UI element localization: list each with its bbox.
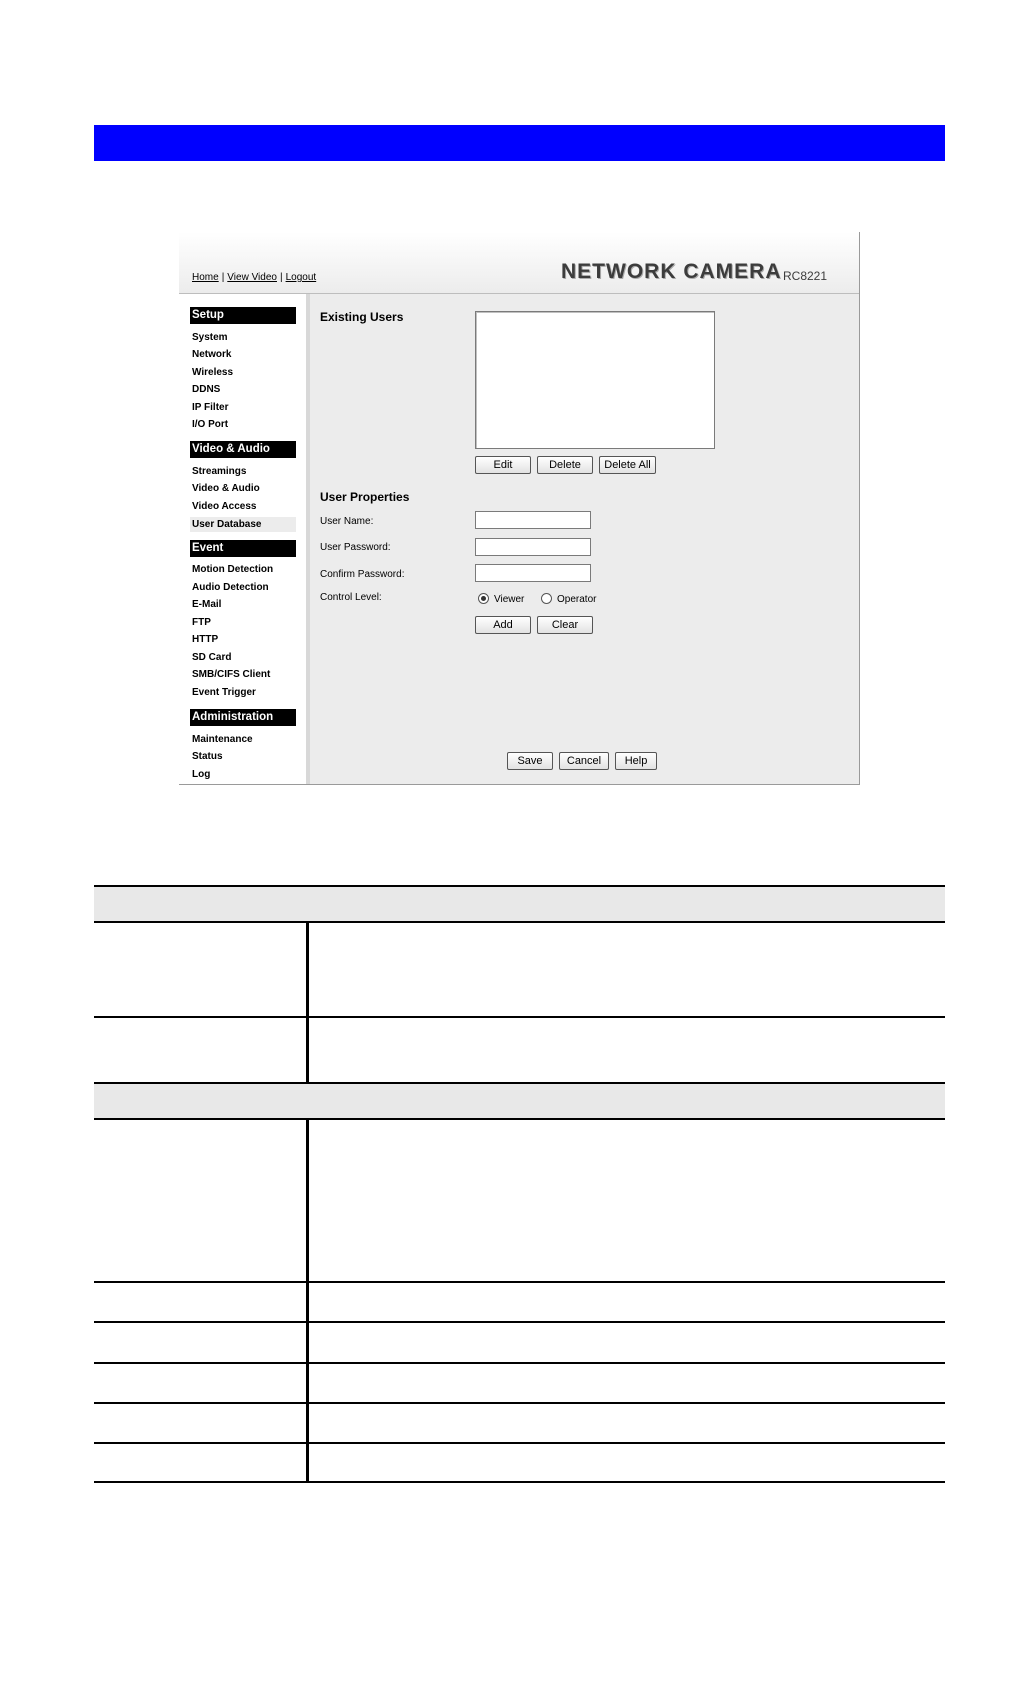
- sidebar-item-streamings[interactable]: Streamings: [192, 466, 247, 477]
- sidebar-item-ftp[interactable]: FTP: [192, 617, 211, 628]
- table-row-divider: [94, 1402, 945, 1404]
- sidebar-item-user-database[interactable]: User Database: [190, 517, 296, 532]
- sidebar-item-sd-card[interactable]: SD Card: [192, 652, 232, 663]
- sidebar-item-status[interactable]: Status: [192, 751, 223, 762]
- table-row-divider: [94, 1281, 945, 1283]
- sidebar-item-motion-detection[interactable]: Motion Detection: [192, 564, 274, 575]
- clear-button[interactable]: Clear: [537, 616, 593, 634]
- sidebar-item-network[interactable]: Network: [192, 349, 232, 360]
- operator-radio-label: Operator: [557, 594, 597, 605]
- sidebar-item-video-access[interactable]: Video Access: [192, 501, 257, 512]
- table-section-header-1: [94, 885, 945, 923]
- viewer-radio[interactable]: [478, 593, 489, 604]
- sidebar-section-administration: Administration: [190, 709, 296, 726]
- sidebar-item-system[interactable]: System: [192, 332, 228, 343]
- control-level-label: Control Level:: [320, 592, 382, 603]
- sidebar-item-email[interactable]: E-Mail: [192, 599, 222, 610]
- sidebar-item-ddns[interactable]: DDNS: [192, 384, 221, 395]
- user-name-input[interactable]: [475, 511, 591, 529]
- cancel-button[interactable]: Cancel: [559, 752, 609, 770]
- edit-button[interactable]: Edit: [475, 456, 531, 474]
- user-database-panel: [310, 294, 859, 784]
- model-number: RC8221: [783, 269, 828, 283]
- home-link[interactable]: Home: [192, 272, 219, 283]
- table-row-divider: [94, 1362, 945, 1364]
- sidebar-section-video-audio: Video & Audio: [190, 441, 296, 458]
- logout-link[interactable]: Logout: [285, 272, 317, 283]
- sidebar-menu: [179, 294, 306, 784]
- sidebar-section-event: Event: [190, 540, 296, 557]
- viewer-radio-label: Viewer: [494, 594, 525, 605]
- add-button[interactable]: Add: [475, 616, 531, 634]
- sidebar-item-http[interactable]: HTTP: [192, 634, 219, 645]
- camera-settings-screenshot: [179, 232, 860, 785]
- table-column-divider-2: [306, 1120, 309, 1482]
- sidebar-item-wireless[interactable]: Wireless: [192, 367, 234, 378]
- table-bottom-border: [94, 1481, 945, 1483]
- save-button[interactable]: Save: [507, 752, 553, 770]
- sidebar-section-setup: Setup: [190, 307, 296, 324]
- view-video-link[interactable]: View Video: [227, 272, 277, 283]
- existing-users-label: Existing Users: [320, 310, 404, 324]
- table-section-header-2: [94, 1082, 945, 1120]
- sidebar-item-ip-filter[interactable]: IP Filter: [192, 402, 229, 413]
- help-button[interactable]: Help: [615, 752, 657, 770]
- camera-header: [179, 232, 859, 294]
- table-row-divider: [94, 1016, 945, 1018]
- user-name-label: User Name:: [320, 516, 374, 527]
- sidebar-item-event-trigger[interactable]: Event Trigger: [192, 687, 256, 698]
- user-properties-label: User Properties: [320, 490, 410, 504]
- existing-users-list[interactable]: [475, 311, 715, 449]
- confirm-password-input[interactable]: [475, 564, 591, 582]
- sidebar-item-io-port[interactable]: I/O Port: [192, 419, 229, 430]
- sidebar-item-video-audio[interactable]: Video & Audio: [192, 483, 260, 494]
- sidebar-item-log[interactable]: Log: [192, 769, 211, 780]
- delete-all-button[interactable]: Delete All: [599, 456, 656, 474]
- operator-radio[interactable]: [541, 593, 552, 604]
- confirm-password-label: Confirm Password:: [320, 569, 405, 580]
- table-column-divider-1: [306, 923, 309, 1084]
- section-title-bar: [94, 125, 945, 161]
- top-links: Home | View Video | Logout: [192, 272, 317, 283]
- sidebar-item-audio-detection[interactable]: Audio Detection: [192, 582, 269, 593]
- table-row-divider: [94, 1321, 945, 1323]
- delete-button[interactable]: Delete: [537, 456, 593, 474]
- sidebar-item-smb-cifs-client[interactable]: SMB/CIFS Client: [192, 669, 271, 680]
- user-password-label: User Password:: [320, 542, 391, 553]
- table-row-divider: [94, 1442, 945, 1444]
- user-password-input[interactable]: [475, 538, 591, 556]
- brand-title: NETWORK CAMERA: [561, 260, 782, 283]
- sidebar-item-maintenance[interactable]: Maintenance: [192, 734, 253, 745]
